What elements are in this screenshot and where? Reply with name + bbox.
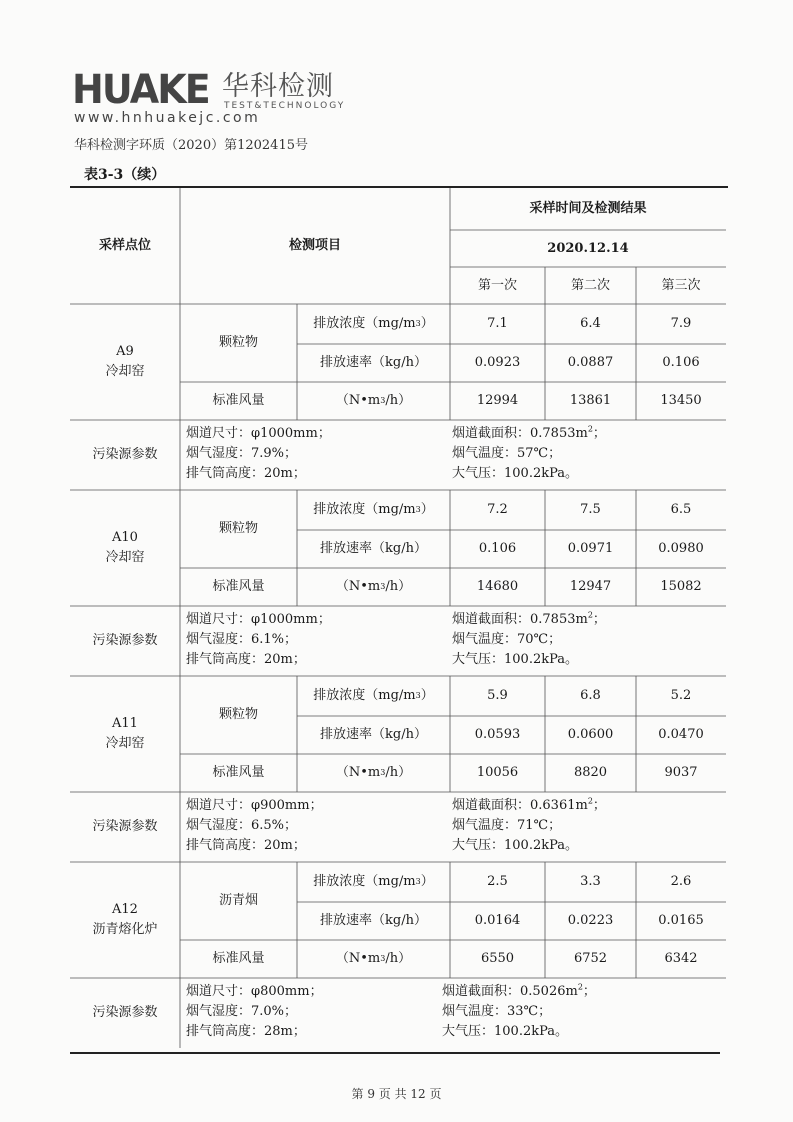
pressure-line: 大气压：100.2kPa。 bbox=[452, 838, 579, 853]
logo-english-tagline: TEST&TECHNOLOGY bbox=[224, 101, 346, 111]
airflow-value: 12947 bbox=[569, 579, 612, 594]
airflow-value: 8820 bbox=[573, 765, 608, 780]
logo-mark: HUAKE bbox=[72, 67, 209, 113]
concentration-label: 排放浓度（mg/m 3 ） bbox=[313, 502, 434, 517]
concentration-value: 7.1 bbox=[487, 316, 508, 331]
airflow-value: 9037 bbox=[664, 765, 698, 780]
parameter-line: 烟道尺寸：φ1000mm； bbox=[186, 612, 331, 627]
airflow-value: 13450 bbox=[660, 393, 702, 408]
emission-rate-value: 0.0887 bbox=[567, 355, 614, 370]
emission-rate-label: 排放速率（kg/h） bbox=[320, 541, 427, 556]
parameter-line: 烟气湿度：6.5%； bbox=[186, 818, 298, 833]
airflow-unit-label: （N•m 3 /h） bbox=[335, 765, 412, 780]
emission-rate-label: 排放速率（kg/h） bbox=[320, 913, 427, 928]
sampling-point-cell bbox=[70, 304, 180, 420]
flue-area-line: 烟道截面积：$0.5026m^2$； bbox=[442, 982, 596, 999]
source-parameters-left bbox=[186, 796, 323, 856]
flue-temp-line: 烟气温度：71℃； bbox=[452, 818, 562, 833]
table-title: 表3-3（续） bbox=[84, 167, 166, 183]
parameter-line: 烟道尺寸：φ900mm； bbox=[186, 798, 323, 813]
source-parameters-label: 污染源参数 bbox=[92, 819, 158, 834]
concentration-value: 2.6 bbox=[670, 874, 692, 889]
parameter-line: 烟气湿度：6.1%； bbox=[186, 632, 298, 647]
point-id: A11 bbox=[112, 716, 138, 731]
emission-rate-value: 0.0164 bbox=[474, 913, 521, 928]
parameter-line: 排气筒高度：28m； bbox=[186, 1024, 306, 1039]
parameter-line: 排气筒高度：20m； bbox=[186, 466, 306, 481]
airflow-value: 14680 bbox=[476, 579, 519, 594]
airflow-value: 6550 bbox=[480, 951, 515, 966]
airflow-unit-label: （N•m 3 /h） bbox=[335, 951, 412, 966]
parameter-line: 烟道尺寸：φ800mm； bbox=[186, 984, 323, 999]
concentration-value: 6.4 bbox=[580, 316, 601, 331]
sampling-point-cell bbox=[70, 490, 180, 606]
logo-chinese-name: 华科检测 bbox=[222, 71, 334, 102]
flue-area-line: 烟道截面积：$0.7853m^2$； bbox=[452, 424, 606, 441]
document-number: 华科检测字环质（2020）第1202415号 bbox=[74, 138, 308, 153]
airflow-value: 15082 bbox=[660, 579, 702, 594]
source-parameters-right bbox=[442, 982, 596, 1042]
emission-rate-label: 排放速率（kg/h） bbox=[320, 355, 427, 370]
flue-temp-line: 烟气温度：57℃； bbox=[452, 446, 562, 461]
standard-airflow-label: 标准风量 bbox=[212, 579, 265, 594]
airflow-value: 6752 bbox=[573, 951, 608, 966]
airflow-value: 10056 bbox=[476, 765, 519, 780]
standard-airflow-label: 标准风量 bbox=[212, 393, 265, 408]
header-test-item: 检测项目 bbox=[288, 238, 341, 253]
table-bottom-rule bbox=[70, 1052, 720, 1054]
concentration-value: 6.8 bbox=[580, 688, 601, 703]
source-parameters-left bbox=[186, 982, 323, 1042]
parameter-line: 烟气湿度：7.0%； bbox=[186, 1004, 298, 1019]
concentration-label: 排放浓度（mg/m 3 ） bbox=[313, 316, 434, 331]
concentration-value: 6.5 bbox=[670, 502, 692, 517]
concentration-value: 3.3 bbox=[580, 874, 601, 889]
point-id: A12 bbox=[112, 902, 138, 917]
emission-rate-value: 0.0593 bbox=[474, 727, 521, 742]
emission-rate-label: 排放速率（kg/h） bbox=[320, 727, 427, 742]
parameter-line: 排气筒高度：20m； bbox=[186, 838, 306, 853]
parameter-line: 排气筒高度：20m； bbox=[186, 652, 306, 667]
parameter-line: 烟气湿度：7.9%； bbox=[186, 446, 298, 461]
airflow-unit-label: （N•m 3 /h） bbox=[335, 393, 412, 408]
emission-rate-value: 0.0223 bbox=[567, 913, 614, 928]
flue-temp-line: 烟气温度：33℃； bbox=[442, 1004, 552, 1019]
point-name: 沥青熔化炉 bbox=[92, 922, 158, 937]
pollutant-name: 颗粒物 bbox=[218, 521, 258, 536]
pollutant-name: 颗粒物 bbox=[218, 707, 258, 722]
source-parameters-label: 污染源参数 bbox=[92, 1005, 158, 1020]
emission-rate-value: 0.0470 bbox=[658, 727, 704, 742]
emission-rate-value: 0.0971 bbox=[567, 541, 614, 556]
header-run-2: 第二次 bbox=[570, 277, 610, 293]
concentration-value: 7.9 bbox=[670, 316, 692, 331]
source-parameters-label: 污染源参数 bbox=[92, 447, 158, 462]
flue-temp-line: 烟气温度：70℃； bbox=[452, 632, 562, 647]
concentration-value: 2.5 bbox=[487, 874, 508, 889]
source-parameters-left bbox=[186, 424, 331, 484]
source-parameters-right bbox=[452, 610, 606, 670]
pressure-line: 大气压：100.2kPa。 bbox=[442, 1024, 569, 1039]
concentration-label: 排放浓度（mg/m 3 ） bbox=[313, 688, 434, 703]
source-parameters-right bbox=[452, 424, 606, 484]
emission-rate-value: 0.0600 bbox=[567, 727, 614, 742]
standard-airflow-label: 标准风量 bbox=[212, 951, 265, 966]
point-id: A9 bbox=[116, 344, 134, 359]
source-parameters-left bbox=[186, 610, 331, 670]
point-name: 冷却窑 bbox=[105, 550, 145, 565]
header-date: 2020.12.14 bbox=[547, 240, 629, 256]
header-sampling-point: 采样点位 bbox=[98, 238, 151, 253]
flue-area-line: 烟道截面积：$0.6361m^2$； bbox=[452, 796, 606, 813]
flue-area-line: 烟道截面积：$0.7853m^2$； bbox=[452, 610, 606, 627]
pollutant-name: 沥青烟 bbox=[218, 893, 258, 908]
company-website: www.hnhuakejc.com bbox=[74, 110, 261, 126]
header-run-1: 第一次 bbox=[477, 277, 517, 293]
concentration-value: 5.2 bbox=[670, 688, 692, 703]
point-name: 冷却窑 bbox=[105, 364, 145, 379]
concentration-label: 排放浓度（mg/m 3 ） bbox=[313, 874, 434, 889]
header-run-3: 第三次 bbox=[661, 277, 701, 293]
emission-rate-value: 0.106 bbox=[478, 541, 517, 556]
concentration-value: 7.2 bbox=[487, 502, 508, 517]
emission-rate-value: 0.0980 bbox=[658, 541, 704, 556]
sampling-point-cell bbox=[70, 862, 180, 978]
sampling-point-cell bbox=[70, 676, 180, 792]
concentration-value: 5.9 bbox=[487, 688, 508, 703]
standard-airflow-label: 标准风量 bbox=[212, 765, 265, 780]
point-id: A10 bbox=[112, 530, 138, 545]
source-parameters-right bbox=[452, 796, 606, 856]
airflow-unit-label: （N•m 3 /h） bbox=[335, 579, 412, 594]
header-results: 采样时间及检测结果 bbox=[529, 201, 647, 216]
airflow-value: 12994 bbox=[476, 393, 519, 408]
parameter-line: 烟道尺寸：φ1000mm； bbox=[186, 426, 331, 441]
source-parameters-label: 污染源参数 bbox=[92, 633, 158, 648]
emission-rate-value: 0.0923 bbox=[474, 355, 521, 370]
airflow-value: 6342 bbox=[664, 951, 698, 966]
emission-rate-value: 0.106 bbox=[662, 355, 700, 370]
point-name: 冷却窑 bbox=[105, 736, 145, 751]
pressure-line: 大气压：100.2kPa。 bbox=[452, 652, 579, 667]
airflow-value: 13861 bbox=[569, 393, 612, 408]
concentration-value: 7.5 bbox=[580, 502, 601, 517]
pollutant-name: 颗粒物 bbox=[218, 335, 258, 350]
emission-rate-value: 0.0165 bbox=[658, 913, 704, 928]
pressure-line: 大气压：100.2kPa。 bbox=[452, 466, 579, 481]
page-footer: 第 9 页 共 12 页 bbox=[351, 1087, 442, 1101]
